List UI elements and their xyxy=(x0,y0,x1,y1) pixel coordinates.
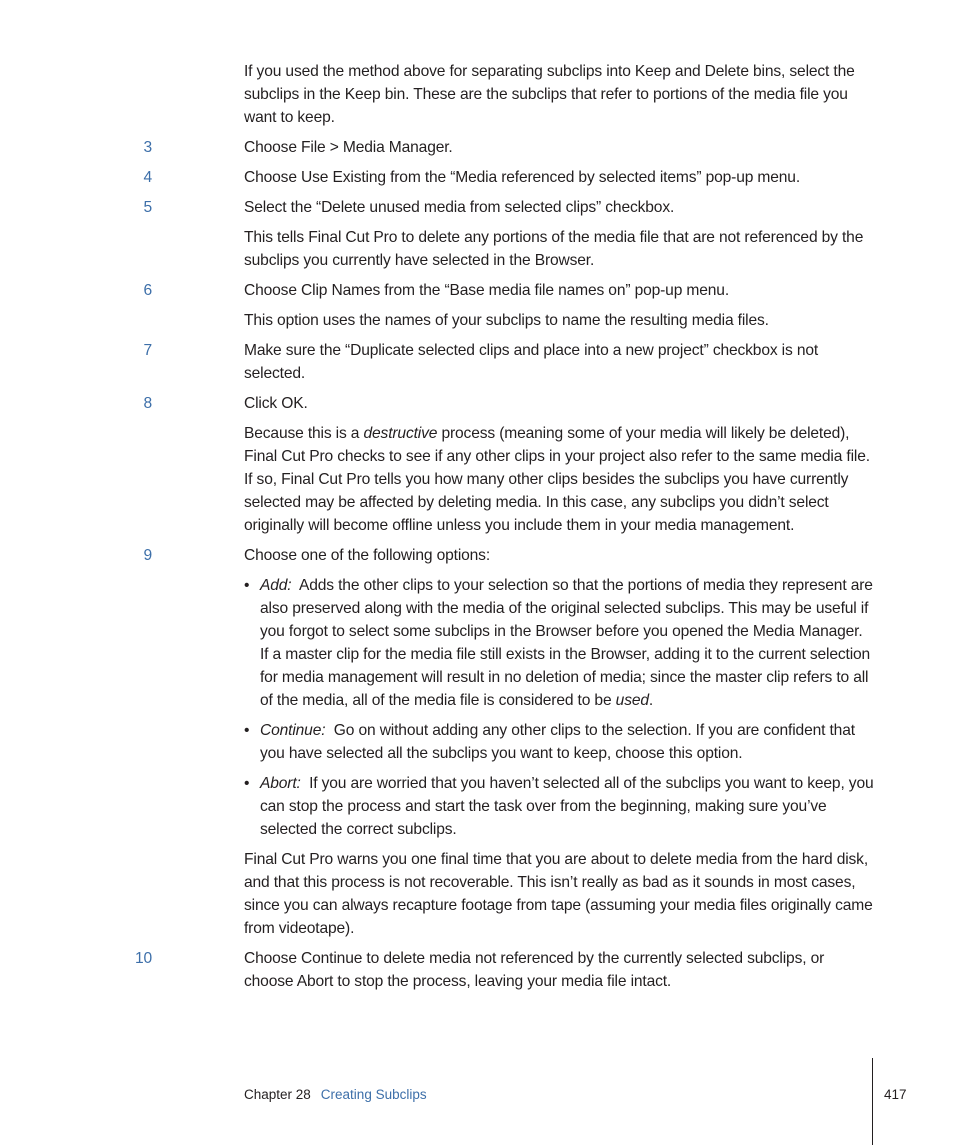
step-number: 7 xyxy=(143,342,152,359)
option-tail: . xyxy=(648,692,654,709)
option-text: If you are worried that you haven’t selected all of the subclips you want to keep, you can stop the process and start the task over from the beginning, making sure you’ve selected the correct subclips. xyxy=(260,775,874,838)
chapter-title: Creating Subclips xyxy=(320,1087,427,1102)
step-number: 8 xyxy=(143,395,152,412)
chapter-label: Chapter 28 xyxy=(244,1087,311,1102)
step-5 xyxy=(0,196,874,219)
step-text: Choose Use Existing from the “Media referenced by selected items” pop-up menu. xyxy=(244,169,801,186)
note-text: This tells Final Cut Pro to delete any portions of the media file that are not referenced by the subclips you currently have selected in the Browser. xyxy=(244,229,864,269)
option-label: Abort: xyxy=(260,775,301,792)
page-content xyxy=(0,60,954,1000)
step-9 xyxy=(0,544,874,567)
step-text: Select the “Delete unused media from selected clips” checkbox. xyxy=(244,199,675,216)
footer-divider xyxy=(872,1058,873,1145)
step-8-note xyxy=(0,422,874,537)
option-text: Go on without adding any other clips to the selection. If you are confident that you have selected all the subclips you want to keep, choose this option. xyxy=(260,722,855,762)
step-3 xyxy=(0,136,874,159)
step-6-note xyxy=(0,309,874,332)
option-text: Adds the other clips to your selection so that the portions of media they represent are also preserved along with the media of the original selected subclips. This may be useful if you forgot to select some subclips in the Browser before you opened the Media Manager. If a master clip for the media file still exists in the Browser, adding it to the current selection for media management will result in no deletion of media; since the master clip refers to all of the media, all of the media file is considered to be xyxy=(260,577,873,709)
step-text: Choose one of the following options: xyxy=(244,547,491,564)
final-paragraph xyxy=(0,848,874,940)
option-abort xyxy=(0,772,874,841)
bullet-icon: • xyxy=(244,775,250,792)
step-10 xyxy=(0,947,874,993)
step-number: 9 xyxy=(143,547,152,564)
step-number: 5 xyxy=(143,199,152,216)
step-text: Make sure the “Duplicate selected clips and place into a new project” checkbox is not selected. xyxy=(244,342,819,382)
step-text: Choose Clip Names from the “Base media file names on” pop-up menu. xyxy=(244,282,730,299)
step-8 xyxy=(0,392,874,415)
step-5-note xyxy=(0,226,874,272)
option-label: Continue: xyxy=(260,722,326,739)
step-number: 3 xyxy=(143,139,152,156)
option-add xyxy=(0,574,874,712)
step-text: Click OK. xyxy=(244,395,308,412)
step-number: 6 xyxy=(143,282,152,299)
note-text: This option uses the names of your subclips to name the resulting media files. xyxy=(244,312,769,329)
note-text-pre: Because this is a xyxy=(244,425,364,442)
step-6 xyxy=(0,279,874,302)
step-number: 4 xyxy=(143,169,152,186)
step-4 xyxy=(0,166,874,189)
intro-paragraph xyxy=(0,60,874,129)
page-number: 417 xyxy=(884,1087,907,1102)
intro-text: If you used the method above for separating subclips into Keep and Delete bins, select the subclips in the Keep bin. These are the subclips that refer to portions of the media file you want to keep. xyxy=(244,63,855,126)
bullet-icon: • xyxy=(244,577,250,594)
final-text: Final Cut Pro warns you one final time that you are about to delete media from the hard disk, and that this process is not recoverable. This isn’t really as bad as it sounds in most cases, since you can always recapture footage from tape (assuming your media files originally came from videotape). xyxy=(244,851,873,937)
option-emphasis: used xyxy=(615,692,649,709)
bullet-icon: • xyxy=(244,722,250,739)
step-text: Choose File > Media Manager. xyxy=(244,139,453,156)
step-7 xyxy=(0,339,874,385)
note-text-post: process (meaning some of your media will likely be deleted), Final Cut Pro checks to see if any other clips in your project also refer to the same media file. If so, Final Cut Pro tells you how many other clips besides the subclips you have currently selected may be affected by deleting media. In this case, any subclips you didn’t select originally will become offline unless you include them in your media management. xyxy=(244,425,870,534)
step-number: 10 xyxy=(134,950,152,967)
note-emphasis: destructive xyxy=(363,425,438,442)
page-footer xyxy=(244,1086,427,1104)
step-text: Choose Continue to delete media not referenced by the currently selected subclips, or choose Abort to stop the process, leaving your media file intact. xyxy=(244,950,825,990)
option-label: Add: xyxy=(260,577,292,594)
option-continue xyxy=(0,719,874,765)
